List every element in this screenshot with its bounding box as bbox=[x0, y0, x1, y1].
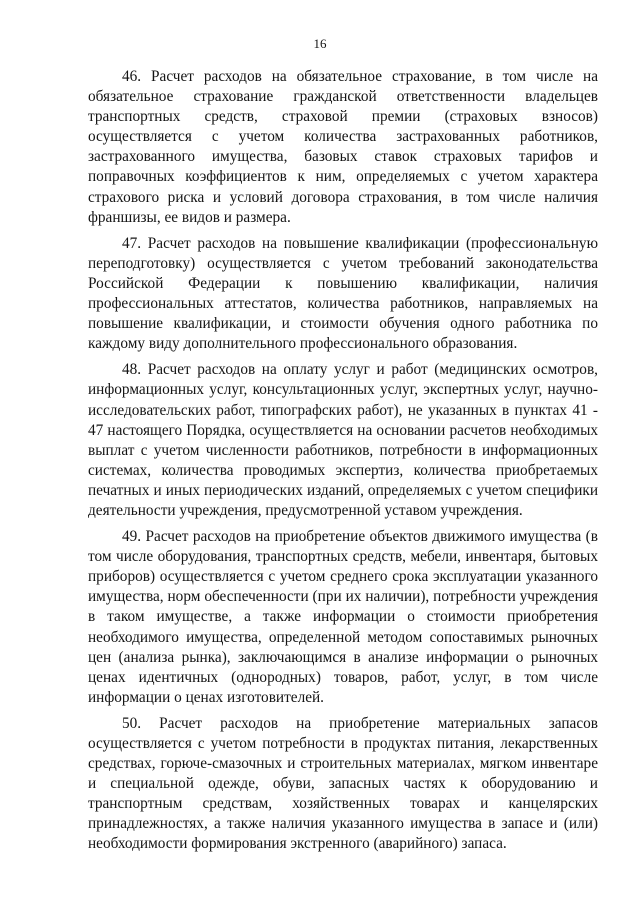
paragraph-46: 46. Расчет расходов на обязательное страхование, в том числе на обязательное страхование гражданской ответственности владельцев транспортных средств, страховой премии (страховых взносов) осуществляется с учетом количества застрахованных работников, застрахованного имущества, базовых ставок страховых тарифов и поправочных коэффициентов к ним, определяемых с учетом характера страхового риска и условий договора страхования, в том числе наличия франшизы, ее видов и размера. bbox=[88, 68, 598, 226]
paragraph-48: 48. Расчет расходов на оплату услуг и работ (медицинских осмотров, информационных услуг, консультационных услуг, экспертных услуг, научно-исследовательских работ, типографских работ), не указанных в пунктах 41 - 47 настоящего Порядка, осуществляется на основании расчетов необходимых выплат с учетом численности работников, потребности в информационных системах, количества проводимых экспертиз, количества приобретаемых печатных и иных периодических изданий, определяемых с учетом специфики деятельности учреждения, предусмотренной уставом учреждения. bbox=[88, 361, 598, 519]
page-number: 16 bbox=[313, 36, 327, 51]
paragraph-49: 49. Расчет расходов на приобретение объектов движимого имущества (в том числе оборудования, транспортных средств, мебели, инвентаря, бытовых приборов) осуществляется с учетом среднего срока эксплуатации указанного имущества, норм обеспеченности (при их наличии), потребности учреждения в таком имуществе, а также информации о стоимости приобретения необходимого имущества, определенной методом сопоставимых рыночных цен (анализа рынка), заключающимся в анализе информации о рыночных ценах идентичных (однородных) товаров, работ, услуг, в том числе информации о ценах изготовителей. bbox=[88, 528, 598, 706]
paragraph-47: 47. Расчет расходов на повышение квалификации (профессиональную переподготовку) осуществляется с учетом требований законодательства Российской Федерации к повышению квалификации, наличия профессиональных аттестатов, количества работников, направляемых на повышение квалификации, и стоимости обучения одного работника по каждому виду дополнительного профессионального образования. bbox=[88, 234, 598, 353]
document-body bbox=[88, 67, 598, 861]
paragraph-50: 50. Расчет расходов на приобретение материальных запасов осуществляется с учетом потребности в продуктах питания, лекарственных средствах, горюче-смазочных и строительных материалах, мягком инвентаре и специальной одежде, обуви, запасных частях к оборудованию и транспортным средствам, хозяйственных товарах и канцелярских принадлежностях, а также наличия указанного имущества в запасе и (или) необходимости формирования экстренного (аварийного) запаса. bbox=[88, 714, 598, 853]
